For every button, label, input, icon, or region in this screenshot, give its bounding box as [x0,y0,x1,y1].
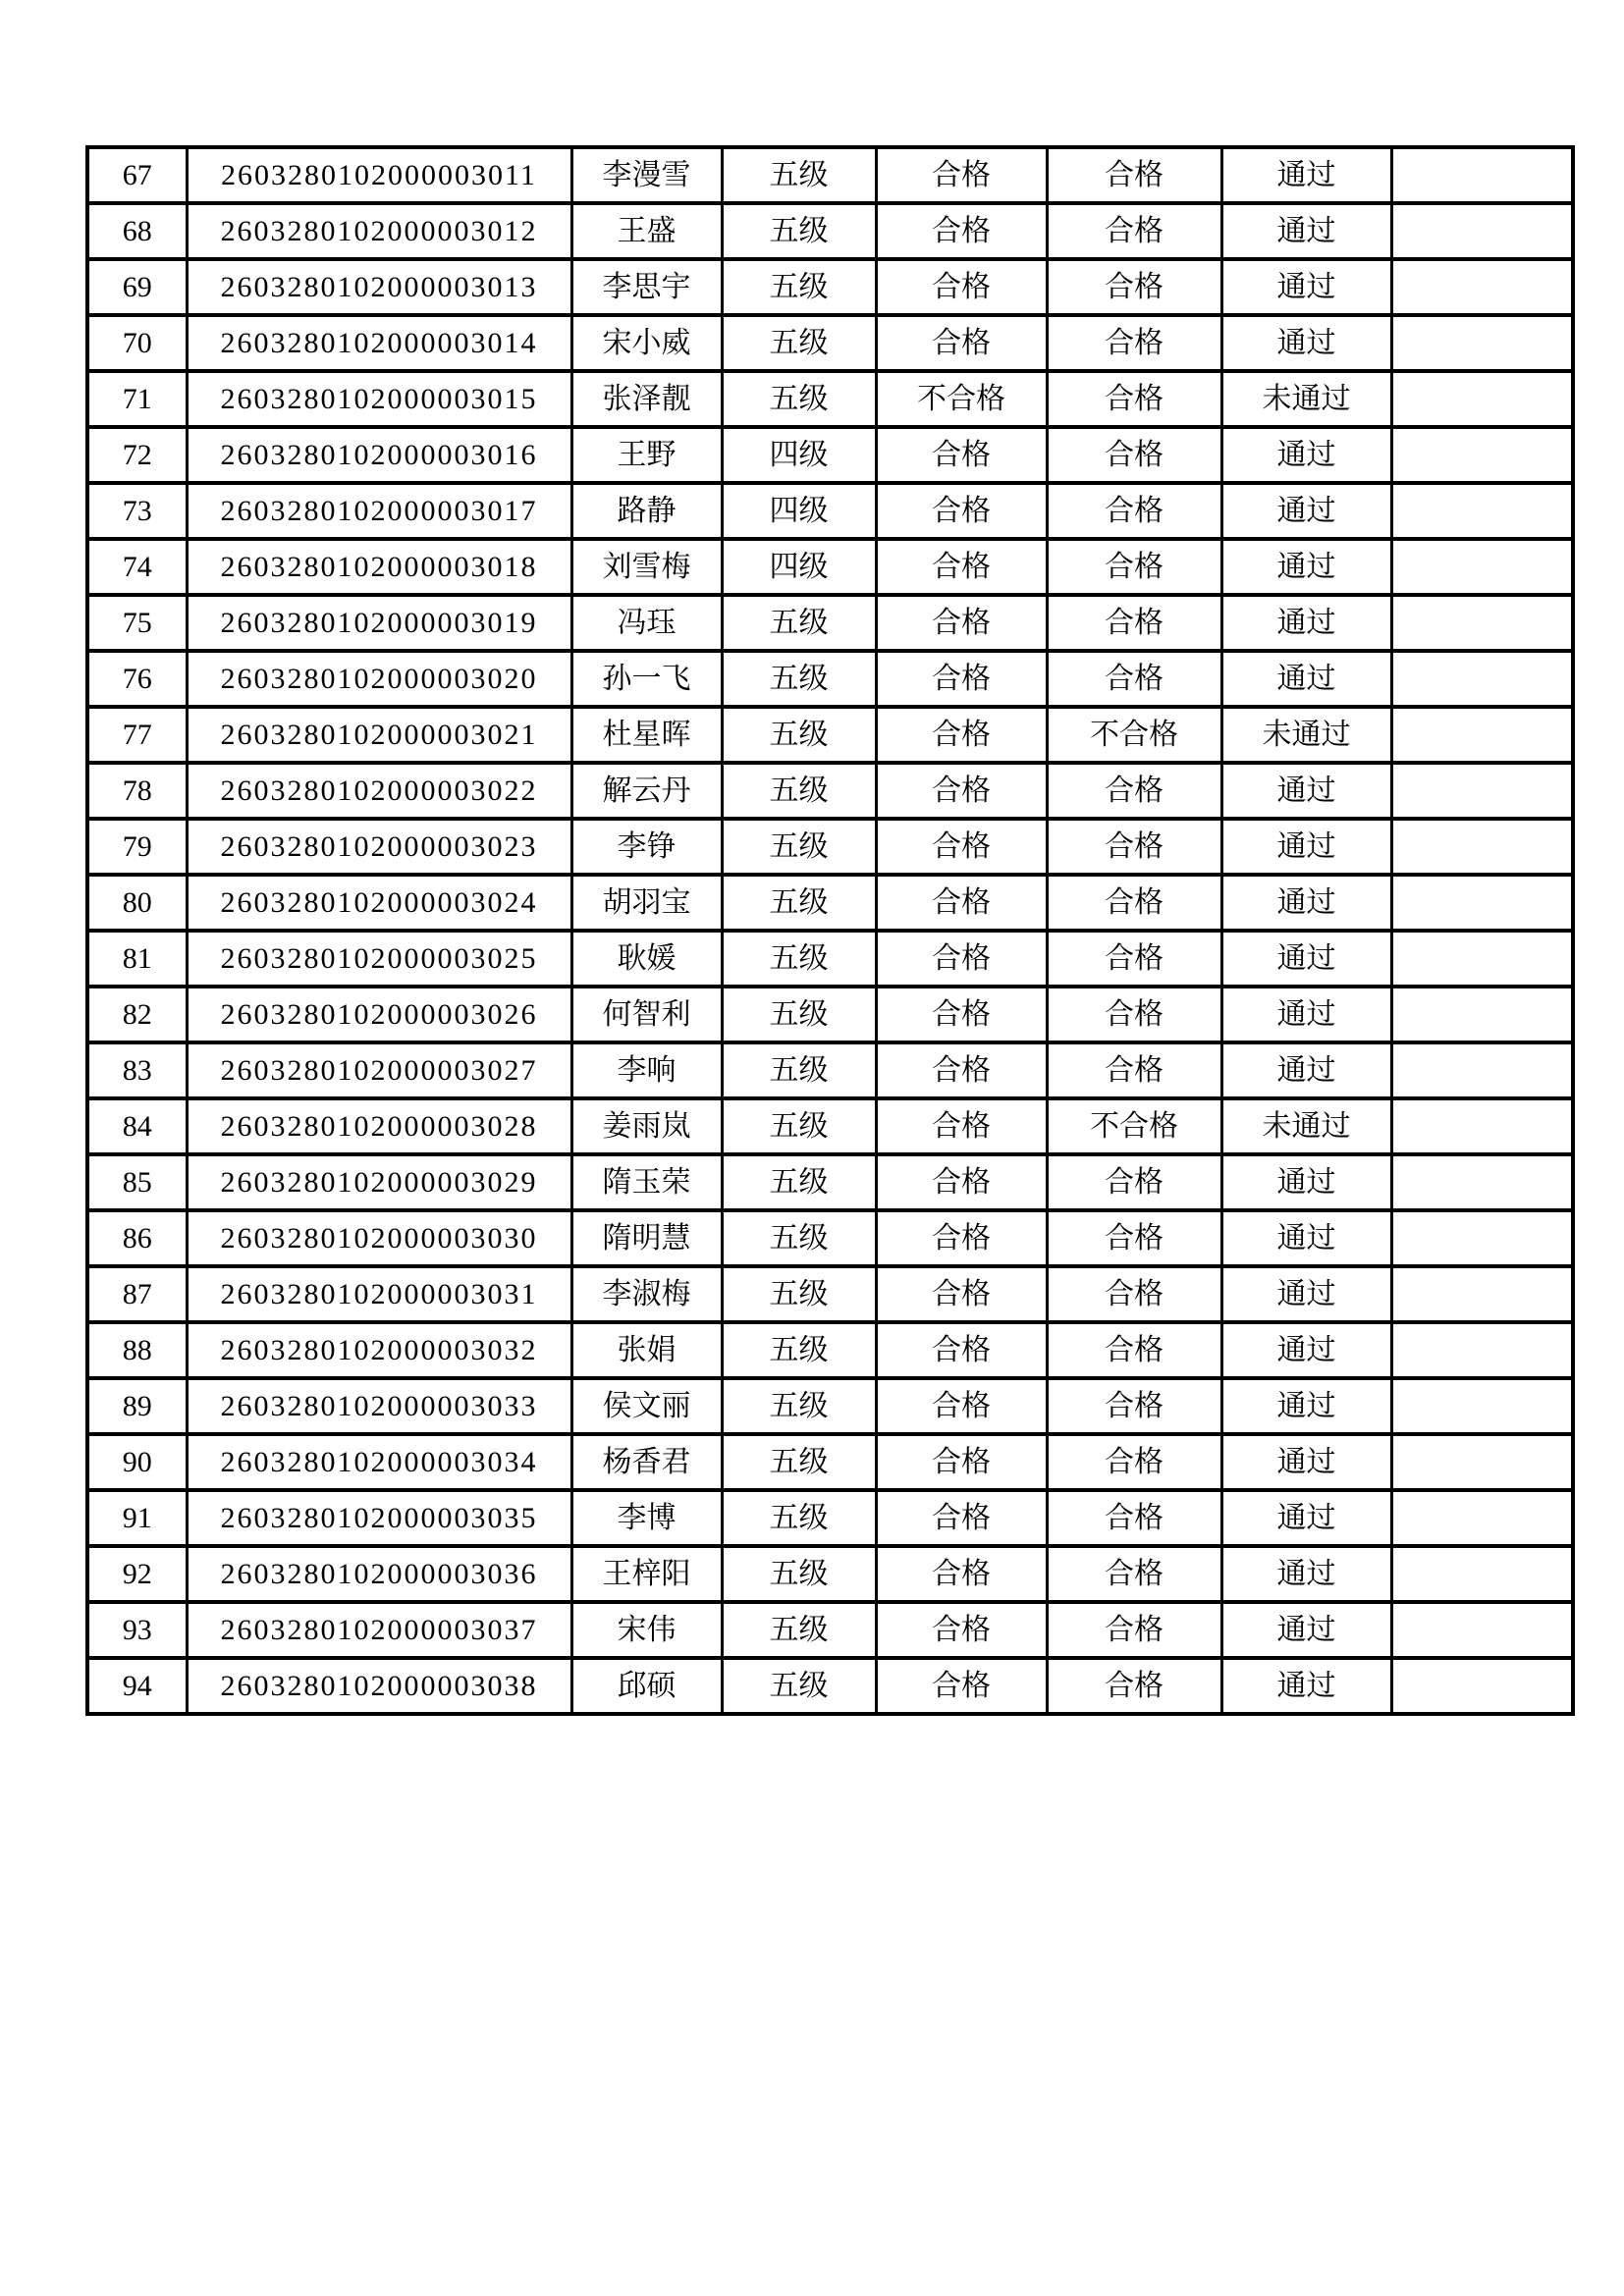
cell-remarks [1391,1042,1573,1098]
cell-row-number: 75 [87,595,187,651]
cell-overall-result: 通过 [1221,1602,1391,1658]
table-row [87,1042,1573,1098]
cell-row-number: 78 [87,763,187,819]
cell-score-1: 合格 [876,931,1047,987]
table-row [87,1322,1573,1378]
cell-name: 刘雪梅 [571,539,722,595]
cell-overall-result: 通过 [1221,1658,1391,1714]
cell-score-2: 合格 [1047,147,1221,203]
cell-remarks [1391,707,1573,763]
cell-overall-result: 通过 [1221,203,1391,259]
cell-level: 五级 [722,259,876,315]
cell-row-number: 88 [87,1322,187,1378]
cell-candidate-id: 2603280102000003014 [187,315,571,371]
cell-score-1: 不合格 [876,371,1047,427]
cell-remarks [1391,651,1573,707]
cell-row-number: 93 [87,1602,187,1658]
table-row [87,1602,1573,1658]
cell-row-number: 87 [87,1266,187,1322]
cell-overall-result: 通过 [1221,1042,1391,1098]
cell-score-2: 合格 [1047,1378,1221,1434]
cell-score-1: 合格 [876,1042,1047,1098]
cell-score-2: 合格 [1047,763,1221,819]
cell-level: 五级 [722,931,876,987]
cell-name: 李思宇 [571,259,722,315]
cell-score-2: 合格 [1047,1490,1221,1546]
cell-score-1: 合格 [876,1658,1047,1714]
cell-score-1: 合格 [876,539,1047,595]
cell-level: 五级 [722,1378,876,1434]
cell-remarks [1391,259,1573,315]
cell-row-number: 94 [87,1658,187,1714]
cell-candidate-id: 2603280102000003025 [187,931,571,987]
cell-row-number: 86 [87,1210,187,1266]
table-row [87,707,1573,763]
cell-overall-result: 通过 [1221,875,1391,931]
cell-level: 五级 [722,1490,876,1546]
cell-row-number: 71 [87,371,187,427]
cell-level: 五级 [722,595,876,651]
cell-name: 李博 [571,1490,722,1546]
cell-remarks [1391,483,1573,539]
cell-overall-result: 通过 [1221,1546,1391,1602]
cell-score-2: 不合格 [1047,1098,1221,1154]
cell-score-1: 合格 [876,147,1047,203]
cell-name: 冯珏 [571,595,722,651]
cell-name: 耿媛 [571,931,722,987]
cell-overall-result: 通过 [1221,315,1391,371]
cell-row-number: 74 [87,539,187,595]
cell-score-2: 合格 [1047,539,1221,595]
cell-level: 五级 [722,1434,876,1490]
cell-remarks [1391,1266,1573,1322]
cell-score-1: 合格 [876,483,1047,539]
table-row [87,147,1573,203]
cell-score-1: 合格 [876,1098,1047,1154]
cell-remarks [1391,1154,1573,1210]
cell-overall-result: 通过 [1221,595,1391,651]
cell-name: 邱硕 [571,1658,722,1714]
cell-candidate-id: 2603280102000003017 [187,483,571,539]
cell-remarks [1391,1658,1573,1714]
table-row [87,1098,1573,1154]
cell-name: 何智利 [571,987,722,1042]
cell-score-2: 合格 [1047,1658,1221,1714]
table-row [87,371,1573,427]
cell-overall-result: 通过 [1221,1490,1391,1546]
cell-candidate-id: 2603280102000003011 [187,147,571,203]
cell-remarks [1391,595,1573,651]
cell-level: 五级 [722,203,876,259]
cell-score-1: 合格 [876,1602,1047,1658]
cell-candidate-id: 2603280102000003028 [187,1098,571,1154]
cell-score-1: 合格 [876,203,1047,259]
cell-candidate-id: 2603280102000003026 [187,987,571,1042]
cell-name: 李淑梅 [571,1266,722,1322]
cell-candidate-id: 2603280102000003033 [187,1378,571,1434]
table-row [87,763,1573,819]
cell-score-1: 合格 [876,707,1047,763]
cell-remarks [1391,987,1573,1042]
cell-candidate-id: 2603280102000003035 [187,1490,571,1546]
table-row [87,1658,1573,1714]
cell-level: 五级 [722,371,876,427]
cell-score-2: 合格 [1047,1322,1221,1378]
cell-overall-result: 通过 [1221,1210,1391,1266]
cell-remarks [1391,931,1573,987]
cell-row-number: 84 [87,1098,187,1154]
cell-overall-result: 通过 [1221,1322,1391,1378]
table-row [87,651,1573,707]
cell-row-number: 67 [87,147,187,203]
cell-name: 姜雨岚 [571,1098,722,1154]
cell-score-1: 合格 [876,819,1047,875]
cell-remarks [1391,1490,1573,1546]
cell-score-2: 合格 [1047,651,1221,707]
cell-level: 五级 [722,1266,876,1322]
cell-score-1: 合格 [876,427,1047,483]
cell-remarks [1391,147,1573,203]
cell-row-number: 81 [87,931,187,987]
cell-overall-result: 未通过 [1221,1098,1391,1154]
cell-remarks [1391,203,1573,259]
cell-remarks [1391,315,1573,371]
cell-overall-result: 通过 [1221,483,1391,539]
cell-remarks [1391,1210,1573,1266]
cell-score-2: 合格 [1047,259,1221,315]
cell-level: 五级 [722,315,876,371]
cell-remarks [1391,1546,1573,1602]
table-row [87,203,1573,259]
cell-remarks [1391,1322,1573,1378]
cell-candidate-id: 2603280102000003022 [187,763,571,819]
cell-candidate-id: 2603280102000003038 [187,1658,571,1714]
cell-overall-result: 通过 [1221,539,1391,595]
table-row [87,595,1573,651]
cell-score-2: 合格 [1047,315,1221,371]
cell-overall-result: 未通过 [1221,707,1391,763]
table-row [87,1490,1573,1546]
cell-level: 五级 [722,1546,876,1602]
cell-score-2: 合格 [1047,427,1221,483]
cell-remarks [1391,875,1573,931]
cell-overall-result: 通过 [1221,1266,1391,1322]
cell-candidate-id: 2603280102000003012 [187,203,571,259]
cell-level: 五级 [722,147,876,203]
cell-overall-result: 通过 [1221,987,1391,1042]
cell-candidate-id: 2603280102000003030 [187,1210,571,1266]
results-table [85,145,1575,1716]
cell-name: 宋小威 [571,315,722,371]
cell-candidate-id: 2603280102000003018 [187,539,571,595]
table-row [87,1434,1573,1490]
cell-candidate-id: 2603280102000003019 [187,595,571,651]
cell-level: 五级 [722,875,876,931]
cell-candidate-id: 2603280102000003013 [187,259,571,315]
cell-score-2: 合格 [1047,1042,1221,1098]
cell-name: 胡羽宝 [571,875,722,931]
cell-level: 五级 [722,651,876,707]
cell-level: 五级 [722,1042,876,1098]
cell-score-1: 合格 [876,763,1047,819]
cell-row-number: 91 [87,1490,187,1546]
cell-level: 五级 [722,1322,876,1378]
cell-score-1: 合格 [876,1434,1047,1490]
cell-candidate-id: 2603280102000003029 [187,1154,571,1210]
cell-score-2: 合格 [1047,987,1221,1042]
cell-score-1: 合格 [876,259,1047,315]
cell-name: 王盛 [571,203,722,259]
cell-score-2: 合格 [1047,371,1221,427]
cell-overall-result: 通过 [1221,427,1391,483]
cell-candidate-id: 2603280102000003020 [187,651,571,707]
cell-score-2: 合格 [1047,1266,1221,1322]
cell-score-2: 合格 [1047,1210,1221,1266]
cell-level: 四级 [722,427,876,483]
cell-name: 张泽靓 [571,371,722,427]
cell-overall-result: 通过 [1221,1378,1391,1434]
cell-name: 隋明慧 [571,1210,722,1266]
cell-score-2: 合格 [1047,1546,1221,1602]
cell-remarks [1391,1434,1573,1490]
cell-score-1: 合格 [876,875,1047,931]
cell-remarks [1391,763,1573,819]
cell-level: 五级 [722,1210,876,1266]
cell-name: 解云丹 [571,763,722,819]
cell-row-number: 82 [87,987,187,1042]
cell-overall-result: 通过 [1221,147,1391,203]
cell-name: 杜星晖 [571,707,722,763]
cell-remarks [1391,371,1573,427]
cell-remarks [1391,819,1573,875]
cell-level: 五级 [722,1602,876,1658]
table-row [87,539,1573,595]
cell-name: 李铮 [571,819,722,875]
cell-row-number: 85 [87,1154,187,1210]
table-row [87,483,1573,539]
cell-level: 四级 [722,539,876,595]
cell-row-number: 70 [87,315,187,371]
cell-row-number: 90 [87,1434,187,1490]
cell-level: 五级 [722,1098,876,1154]
cell-candidate-id: 2603280102000003034 [187,1434,571,1490]
cell-row-number: 92 [87,1546,187,1602]
cell-row-number: 79 [87,819,187,875]
cell-candidate-id: 2603280102000003027 [187,1042,571,1098]
cell-overall-result: 通过 [1221,931,1391,987]
cell-overall-result: 未通过 [1221,371,1391,427]
results-table-body [87,147,1573,1714]
cell-remarks [1391,539,1573,595]
table-row [87,1266,1573,1322]
table-row [87,427,1573,483]
table-row [87,931,1573,987]
table-row [87,987,1573,1042]
cell-name: 王野 [571,427,722,483]
cell-name: 路静 [571,483,722,539]
cell-name: 李漫雪 [571,147,722,203]
cell-score-2: 合格 [1047,203,1221,259]
cell-score-1: 合格 [876,595,1047,651]
cell-score-2: 合格 [1047,931,1221,987]
cell-candidate-id: 2603280102000003016 [187,427,571,483]
cell-candidate-id: 2603280102000003037 [187,1602,571,1658]
cell-remarks [1391,1602,1573,1658]
cell-level: 四级 [722,483,876,539]
cell-score-2: 合格 [1047,483,1221,539]
cell-overall-result: 通过 [1221,763,1391,819]
table-row [87,1154,1573,1210]
cell-row-number: 68 [87,203,187,259]
cell-level: 五级 [722,819,876,875]
table-row [87,1210,1573,1266]
table-row [87,259,1573,315]
cell-name: 李响 [571,1042,722,1098]
cell-candidate-id: 2603280102000003015 [187,371,571,427]
cell-score-2: 合格 [1047,1602,1221,1658]
cell-score-1: 合格 [876,1154,1047,1210]
cell-score-1: 合格 [876,1378,1047,1434]
cell-level: 五级 [722,763,876,819]
cell-score-2: 合格 [1047,1434,1221,1490]
cell-candidate-id: 2603280102000003023 [187,819,571,875]
cell-name: 侯文丽 [571,1378,722,1434]
cell-score-1: 合格 [876,1546,1047,1602]
cell-overall-result: 通过 [1221,1434,1391,1490]
cell-candidate-id: 2603280102000003021 [187,707,571,763]
cell-remarks [1391,1378,1573,1434]
table-row [87,1378,1573,1434]
cell-candidate-id: 2603280102000003032 [187,1322,571,1378]
cell-score-1: 合格 [876,315,1047,371]
cell-remarks [1391,427,1573,483]
cell-overall-result: 通过 [1221,259,1391,315]
cell-row-number: 69 [87,259,187,315]
cell-row-number: 83 [87,1042,187,1098]
cell-score-1: 合格 [876,987,1047,1042]
cell-score-2: 合格 [1047,819,1221,875]
table-row [87,315,1573,371]
cell-candidate-id: 2603280102000003024 [187,875,571,931]
cell-row-number: 77 [87,707,187,763]
cell-score-1: 合格 [876,1266,1047,1322]
cell-score-1: 合格 [876,651,1047,707]
cell-name: 张娟 [571,1322,722,1378]
cell-level: 五级 [722,707,876,763]
table-row [87,1546,1573,1602]
cell-score-2: 合格 [1047,875,1221,931]
cell-overall-result: 通过 [1221,819,1391,875]
cell-name: 王梓阳 [571,1546,722,1602]
cell-level: 五级 [722,987,876,1042]
cell-row-number: 73 [87,483,187,539]
cell-score-2: 不合格 [1047,707,1221,763]
cell-overall-result: 通过 [1221,1154,1391,1210]
cell-level: 五级 [722,1658,876,1714]
cell-score-2: 合格 [1047,1154,1221,1210]
cell-score-2: 合格 [1047,595,1221,651]
cell-row-number: 72 [87,427,187,483]
cell-score-1: 合格 [876,1490,1047,1546]
cell-score-1: 合格 [876,1322,1047,1378]
cell-name: 孙一飞 [571,651,722,707]
cell-candidate-id: 2603280102000003036 [187,1546,571,1602]
cell-row-number: 76 [87,651,187,707]
cell-row-number: 80 [87,875,187,931]
cell-score-1: 合格 [876,1210,1047,1266]
table-row [87,875,1573,931]
cell-level: 五级 [722,1154,876,1210]
cell-name: 隋玉荣 [571,1154,722,1210]
cell-candidate-id: 2603280102000003031 [187,1266,571,1322]
cell-name: 宋伟 [571,1602,722,1658]
table-row [87,819,1573,875]
cell-row-number: 89 [87,1378,187,1434]
cell-name: 杨香君 [571,1434,722,1490]
cell-remarks [1391,1098,1573,1154]
cell-overall-result: 通过 [1221,651,1391,707]
